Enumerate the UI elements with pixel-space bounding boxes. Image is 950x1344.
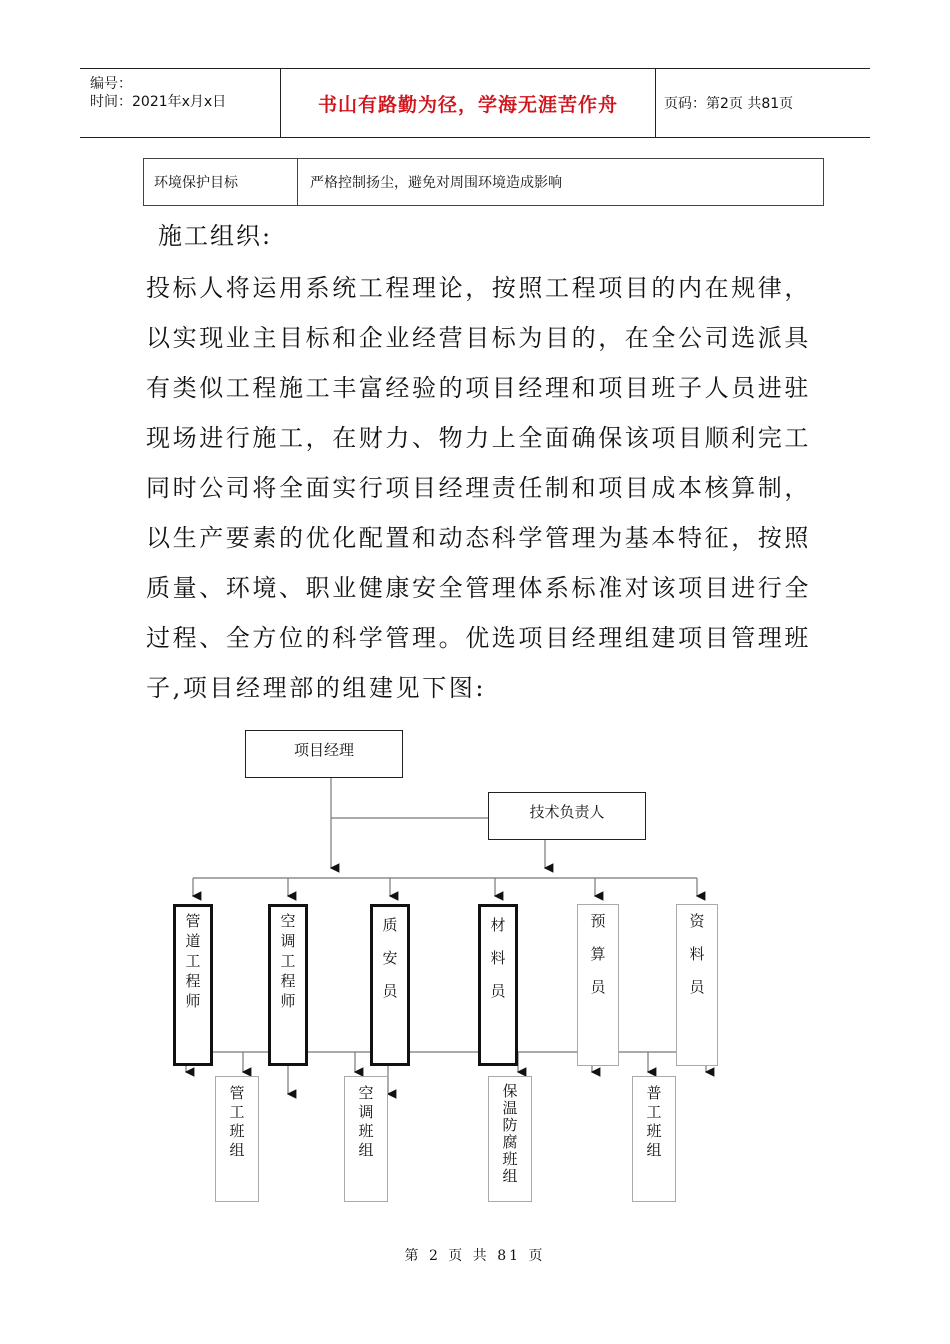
- paragraph-line: 现场进行施工，在财力、物力上全面确保该项目顺利完工: [146, 424, 811, 452]
- role-label: 质安员: [380, 917, 399, 1016]
- team-label: 保温防腐班组: [500, 1083, 519, 1185]
- date-label: 时间：2021年x月x日: [90, 94, 227, 110]
- page-info: 页码：第2页 共81页: [664, 96, 794, 112]
- team-label: 普工班组: [644, 1085, 663, 1161]
- team-box: [632, 1076, 676, 1202]
- team-box: [215, 1076, 259, 1202]
- paragraph-line: 质量、环境、职业健康安全管理体系标准对该项目进行全: [146, 574, 811, 602]
- role-box: [370, 904, 410, 1066]
- motto-text: 书山有路勤为径，学海无涯苦作舟: [317, 93, 618, 116]
- paragraph-line: 以实现业主目标和企业经营目标为目的，在全公司选派具: [146, 324, 811, 352]
- paragraph-line: 子,项目经理部的组建见下图:: [146, 674, 487, 702]
- page-footer: 第 2 页 共 81 页: [404, 1248, 546, 1264]
- paragraph-line: 投标人将运用系统工程理论，按照工程项目的内在规律，: [146, 274, 811, 302]
- role-box: [173, 904, 213, 1066]
- role-label: 预算员: [588, 913, 607, 1012]
- section-heading: 施工组织:: [158, 222, 273, 250]
- env-table-key: 环境保护目标: [144, 159, 298, 205]
- team-label: 空调班组: [356, 1085, 375, 1161]
- paragraph-line: 同时公司将全面实行项目经理责任制和项目成本核算制，: [146, 474, 811, 502]
- role-label: 材料员: [488, 917, 507, 1016]
- role-label: 资料员: [687, 913, 706, 1012]
- role-label: 空调工程师: [278, 913, 297, 1013]
- paragraph-line: 有类似工程施工丰富经验的项目经理和项目班子人员进驻: [146, 374, 811, 402]
- env-table-value: 严格控制扬尘，避免对周围环境造成影响: [310, 175, 562, 191]
- project-manager-box: 项目经理: [245, 730, 403, 778]
- number-label: 编号：: [90, 76, 132, 92]
- team-box: [344, 1076, 388, 1202]
- role-label: 管道工程师: [183, 913, 202, 1013]
- role-box: [577, 904, 619, 1066]
- role-box: [478, 904, 518, 1066]
- role-box: [676, 904, 718, 1066]
- role-box: [268, 904, 308, 1066]
- tech-lead-box: 技术负责人: [488, 792, 646, 840]
- paragraph-line: 以生产要素的优化配置和动态科学管理为基本特征，按照: [146, 524, 811, 552]
- team-label: 管工班组: [227, 1085, 246, 1161]
- paragraph-line: 过程、全方位的科学管理。优选项目经理组建项目管理班: [146, 624, 811, 652]
- team-box: [488, 1076, 532, 1202]
